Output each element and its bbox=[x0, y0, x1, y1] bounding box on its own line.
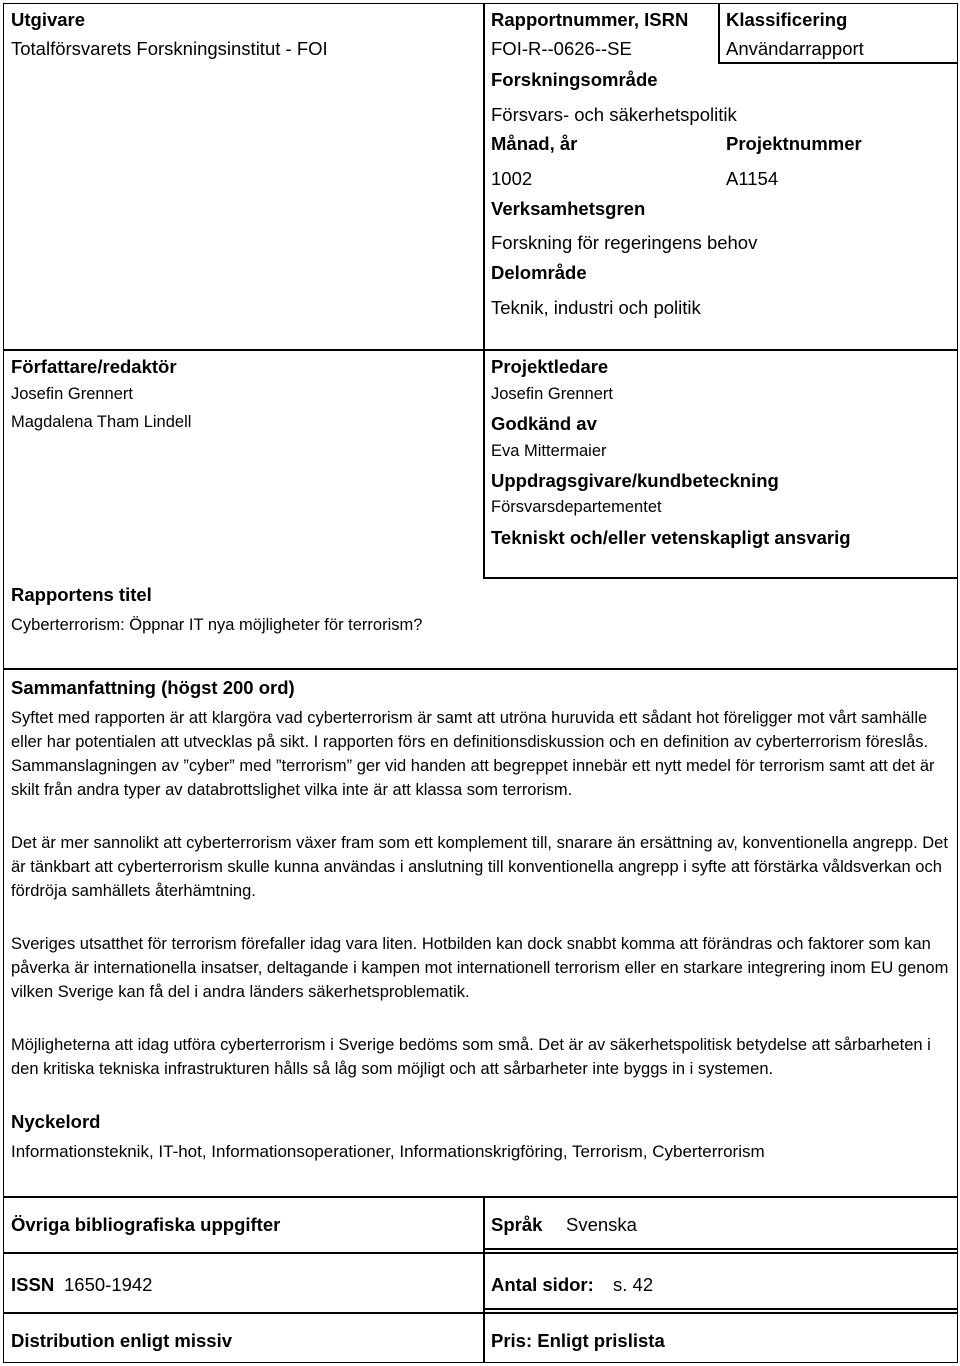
project-leader-label: Projektledare bbox=[491, 356, 609, 377]
summary-paragraph: Möjligheterna att idag utföra cyberterrorism i Sverige bedöms som små. Det är av säkerhetspolitisk betydelse att sårbarheten i den kritiska tekniska infrastrukturen hålls så låg som möjligt och att sårbarheter inte byggs in i systemen. bbox=[11, 1036, 931, 1078]
technical-responsible-label: Tekniskt och/eller vetenskapligt ansvarig bbox=[491, 527, 851, 548]
distribution-label: Distribution enligt missiv bbox=[11, 1330, 232, 1351]
author-name: Josefin Grennert bbox=[11, 385, 133, 403]
project-number-value: A1154 bbox=[726, 168, 779, 189]
report-number-value: FOI-R--0626--SE bbox=[491, 38, 632, 59]
issn-value: 1650-1942 bbox=[64, 1274, 153, 1295]
commissioner-value: Försvarsdepartementet bbox=[491, 498, 662, 516]
business-branch-label: Verksamhetsgren bbox=[491, 198, 646, 219]
project-number-label: Projektnummer bbox=[726, 133, 862, 154]
month-year-label: Månad, år bbox=[491, 133, 578, 154]
divider bbox=[718, 3, 720, 63]
approved-by-value: Eva Mittermaier bbox=[491, 442, 607, 460]
keywords-label: Nyckelord bbox=[11, 1111, 101, 1132]
approved-by-label: Godkänd av bbox=[491, 413, 597, 434]
divider bbox=[483, 1196, 485, 1363]
subarea-label: Delområde bbox=[491, 262, 587, 283]
pages-label: Antal sidor: bbox=[491, 1274, 594, 1295]
report-number-label: Rapportnummer, ISRN bbox=[491, 9, 689, 30]
research-area-value: Försvars- och säkerhetspolitik bbox=[491, 104, 737, 125]
report-title-label: Rapportens titel bbox=[11, 584, 152, 605]
publisher-label: Utgivare bbox=[11, 9, 86, 30]
subarea-value: Teknik, industri och politik bbox=[491, 297, 701, 318]
classification-value: Användarrapport bbox=[726, 38, 864, 59]
summary-paragraph: Syftet med rapporten är att klargöra vad cyberterrorism är samt att utröna huruvida ett sådant hot föreligger mot vårt samhälle eller har potentialen att utvecklas på sikt. I rapporten förs en definitionsdiskussion och en definition av cyberterrorism föreslås. Sammanslagningen av ”cyber” med ”terrorism” ger vid handen att begreppet innebär ett nytt medel för terrorism samt att det är skilt från andra typer av databrottslighet vilka inte är att klassa som terrorism. bbox=[11, 709, 935, 799]
divider bbox=[3, 1196, 958, 1198]
divider bbox=[3, 1312, 958, 1314]
language-value: Svenska bbox=[566, 1214, 637, 1235]
divider bbox=[483, 3, 485, 578]
author-name: Magdalena Tham Lindell bbox=[11, 413, 192, 431]
authors-label: Författare/redaktör bbox=[11, 356, 177, 377]
pages-value: s. 42 bbox=[613, 1274, 654, 1295]
divider bbox=[483, 1308, 958, 1310]
language-label: Språk bbox=[491, 1214, 543, 1235]
divider bbox=[3, 1252, 958, 1254]
other-bibliographic-label: Övriga bibliografiska uppgifter bbox=[11, 1214, 281, 1235]
summary-label: Sammanfattning (högst 200 ord) bbox=[11, 677, 295, 698]
project-leader-value: Josefin Grennert bbox=[491, 385, 613, 403]
research-area-label: Forskningsområde bbox=[491, 69, 658, 90]
classification-label: Klassificering bbox=[726, 9, 848, 30]
report-title-value: Cyberterrorism: Öppnar IT nya möjligheter för terrorism? bbox=[11, 616, 423, 634]
keywords-value: Informationsteknik, IT-hot, Informationsoperationer, Informationskrigföring, Terrorism, Cyberterrorism bbox=[11, 1142, 765, 1161]
summary-paragraph: Sveriges utsatthet för terrorism förefaller idag vara liten. Hotbilden kan dock snabbt komma att förändras och faktorer som kan påverka är internationella insatser, deltagande i kampen mot internationell terrorism eller en starkare integrering inom EU genom vilken Sverige kan få del i andra länders säkerhetsproblematik. bbox=[11, 935, 949, 1001]
summary-paragraph: Det är mer sannolikt att cyberterrorism växer fram som ett komplement till, snarare än ersättning av, konventionella angrepp. Det är tänkbart att cyberterrorism skulle kunna användas i anslutning till konventionella angrepp i syfte att förstärka våldsverkan och fördröja samhällets återhämtning. bbox=[11, 834, 948, 900]
price-label: Pris: Enligt prislista bbox=[491, 1330, 665, 1351]
divider bbox=[483, 1248, 958, 1250]
commissioner-label: Uppdragsgivare/kundbeteckning bbox=[491, 470, 779, 491]
divider bbox=[3, 668, 958, 670]
issn-label: ISSN bbox=[11, 1274, 55, 1295]
month-year-value: 1002 bbox=[491, 168, 533, 189]
publisher-value: Totalförsvarets Forskningsinstitut - FOI bbox=[11, 38, 328, 59]
divider bbox=[483, 577, 958, 579]
divider bbox=[3, 349, 958, 351]
divider bbox=[718, 62, 958, 64]
business-branch-value: Forskning för regeringens behov bbox=[491, 232, 758, 253]
